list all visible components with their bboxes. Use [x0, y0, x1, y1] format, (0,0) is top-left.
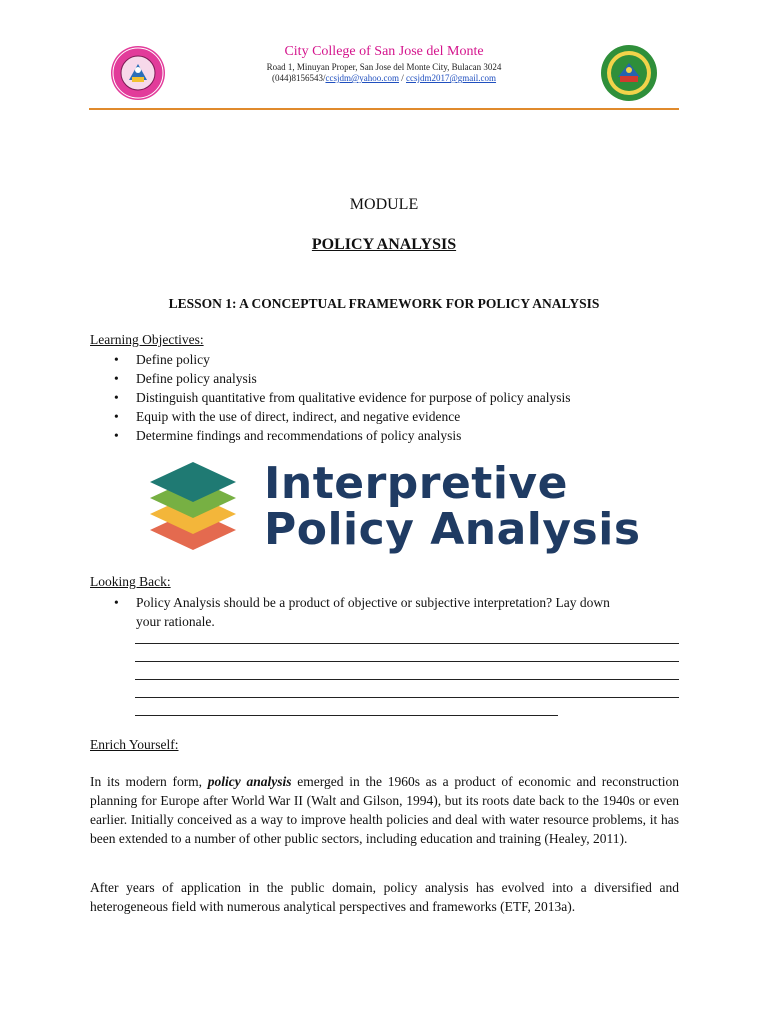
phone-number: (044)8156543/: [271, 73, 326, 83]
enrich-heading: Enrich Yourself:: [90, 737, 179, 752]
answer-line: [135, 679, 679, 680]
header-divider: [89, 108, 679, 110]
college-name: City College of San Jose del Monte: [284, 44, 484, 59]
looking-back-list: [90, 593, 679, 631]
list-item: • Determine findings and recommendations of policy analysis: [90, 426, 679, 445]
layered-diamonds-icon: [148, 460, 238, 552]
objectives-heading: Learning Objectives:: [90, 332, 204, 347]
banner-line-1: Interpretive: [264, 458, 568, 509]
college-address: Road 1, Minuyan Proper, San Jose del Monte City, Bulacan 3024: [266, 62, 502, 72]
question-line-1: Policy Analysis should be a product of objective or subjective interpretation? Lay down: [136, 595, 610, 610]
answer-line: [135, 697, 679, 698]
answer-lines: [135, 643, 679, 733]
question-line-2: your rationale.: [136, 614, 215, 629]
answer-line: [135, 661, 679, 662]
list-item: • Define policy: [90, 350, 679, 369]
banner-line-2: Policy Analysis: [264, 504, 641, 555]
list-item: • Distinguish quantitative from qualitative evidence for purpose of policy analysis: [90, 388, 679, 407]
paragraph: [90, 772, 679, 848]
paragraph-text: emerged in the 1960s as a product of economic and reconstruction planning for Europe after World War II (Walt and Gilson, 1994), but its roots date back to the 1940s or even earlier. Initially conceived as a way to improve health policies and deal with water resource problems, it has been extended to a number of other public sectors, including education and training (Healey, 2011).: [90, 774, 679, 846]
objectives-list: [90, 350, 679, 445]
email-link-yahoo[interactable]: ccsjdm@yahoo.com: [325, 73, 399, 83]
answer-line: [135, 643, 679, 644]
city-seal-icon: [600, 44, 658, 102]
lesson-heading: LESSON 1: A CONCEPTUAL FRAMEWORK FOR POLICY ANALYSIS: [168, 296, 600, 311]
looking-back-heading: Looking Back:: [90, 574, 171, 589]
list-item: [90, 593, 679, 631]
list-item: • Define policy analysis: [90, 369, 679, 388]
list-item: • Equip with the use of direct, indirect, and negative evidence: [90, 407, 679, 426]
letterhead: [0, 0, 768, 112]
page-title: POLICY ANALYSIS: [311, 236, 457, 253]
paragraph-text: In its modern form,: [90, 774, 208, 789]
answer-line: [135, 715, 558, 716]
module-label: MODULE: [349, 196, 419, 213]
paragraph: After years of application in the public domain, policy analysis has evolved into a diversified and heterogeneous field with numerous analytical perspectives and frameworks (ETF, 2013a).: [90, 880, 679, 914]
emphasis-term: policy analysis: [207, 774, 292, 789]
email-separator: /: [398, 73, 406, 83]
email-link-gmail[interactable]: ccsjdm2017@gmail.com: [406, 73, 497, 83]
